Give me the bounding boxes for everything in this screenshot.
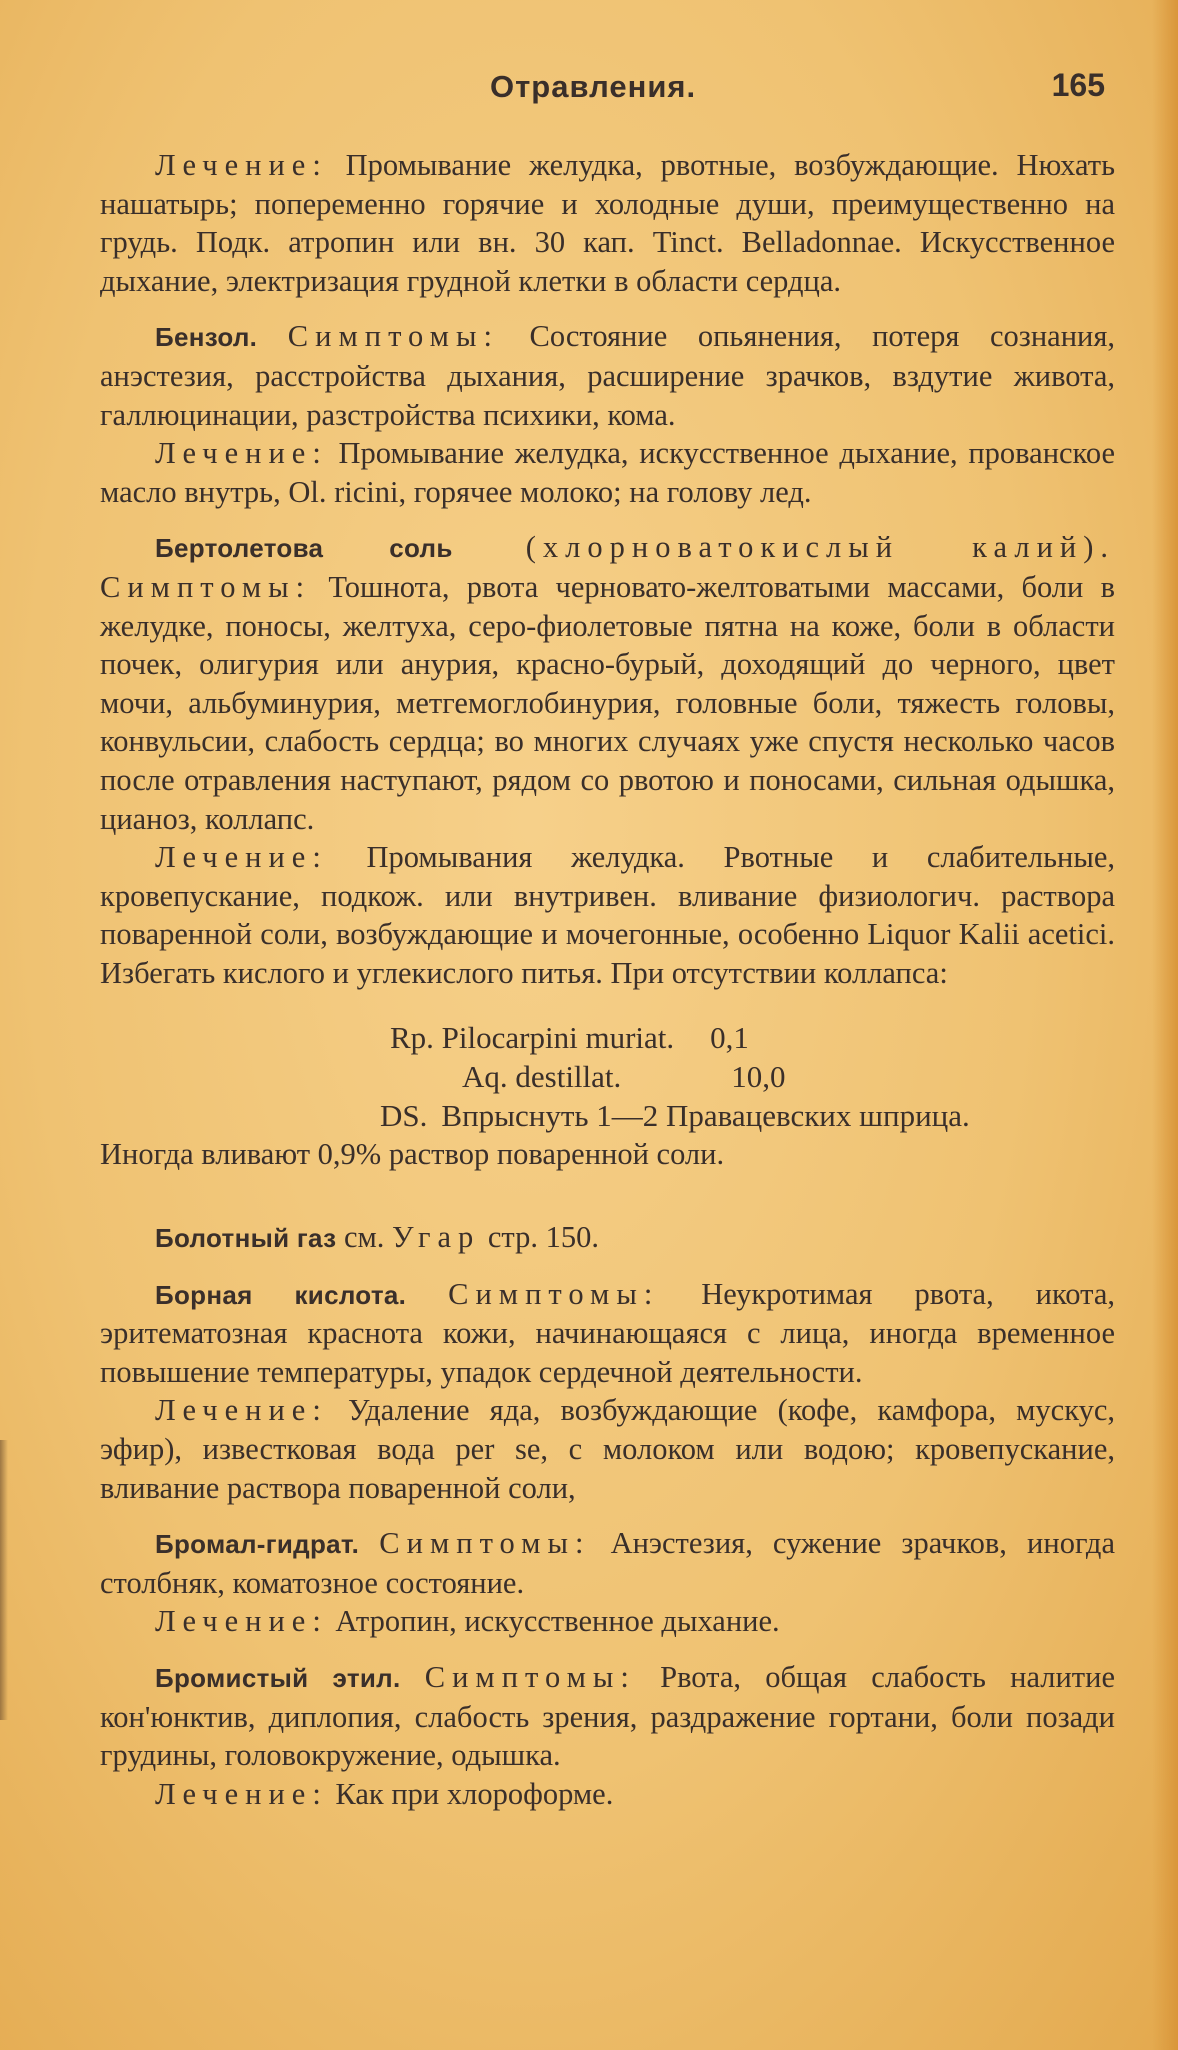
prescription-ingredient: Rp. Pilocarpini muriat. <box>390 1020 675 1056</box>
symptoms-text: Рвота, общая слабость налитие кон'юнктив, диплопия, слабость зрения, раздражение гортани, боли позади грудины, головокружение, одышка. <box>100 1660 1115 1773</box>
running-head <box>100 60 1115 112</box>
treatment-label: Лечение: <box>155 1604 328 1639</box>
entry-bromethyl-symptoms <box>100 1658 1115 1775</box>
entry-bromal-symptoms <box>100 1524 1115 1602</box>
entry-bertolet-symptoms <box>100 528 1115 838</box>
page-content <box>100 60 1115 1813</box>
entry-term-bertolet: Бертолетова соль <box>155 533 453 564</box>
entry-term-boric: Борная кислота. <box>155 1279 407 1310</box>
cross-ref-see: см. <box>336 1220 393 1255</box>
page-edge-shadow <box>1152 0 1178 2050</box>
prescription-line <box>100 1096 1115 1135</box>
page-number: 165 <box>1051 67 1105 103</box>
entry-bromethyl-treatment <box>100 1775 1115 1814</box>
symptoms-text: Тошнота, рвота черновато-желтоватыми массами, боли в желудке, поносы, желтуха, серо-фиолетовые пятна на коже, боли в области почек, олигурия или анурия, красно-бурый, доходящий до черного, цвет мочи, альбуминурия, метгемоглобинурия, головные боли, тяжесть головы, конвульсии, слабость сердца; во многих случаях уже спустя несколько часов после отравления наступают, рядом со рвотою и поносами, сильная одышка, цианоз, коллапс. <box>100 569 1115 836</box>
treatment-label: Лечение: <box>155 436 328 471</box>
entry-bertolet-treatment <box>100 838 1115 992</box>
symptoms-label: Симптомы: <box>424 1660 636 1694</box>
symptoms-text: Анэстезия, сужение зрачков, иногда столбняк, коматозное состояние. <box>100 1526 1115 1600</box>
prescription-line <box>100 1057 1115 1096</box>
treatment-label: Лечение: <box>155 1393 328 1428</box>
treatment-text: Промывание желудка, рвотные, возбуждающие. Нюхать нашатырь; попеременно горячие и холодные души, преимущественно на грудь. Подк. атропин или вн. 30 кап. Tinct. Belladonnae. Искусственное дыхание, электризация грудной клетки в области сердца. <box>100 148 1115 298</box>
entry-boric-symptoms <box>100 1275 1115 1392</box>
symptoms-label: Симптомы: <box>287 319 499 354</box>
symptoms-text: Состояние опьянения, потеря сознания, анэстезия, расстройства дыхания, расширение зрачков, вздутие живота, галлюцинации, разстройства психики, кома. <box>100 319 1115 432</box>
entry-boric-treatment <box>100 1391 1115 1507</box>
treatment-text: Как при хлороформе. <box>327 1776 614 1811</box>
prescription-instruction: Впрыснуть 1—2 Правацевских шприца. <box>441 1098 970 1134</box>
prescription-signa: DS. <box>380 1098 428 1134</box>
treatment-text: Атропин, искусственное дыхание. <box>327 1604 780 1639</box>
prescription-dose: 0,1 <box>710 1020 749 1056</box>
cross-ref-target: Угар <box>392 1220 481 1255</box>
treatment-text: Удаление яда, возбуждающие (кофе, камфора, мускус, эфир), известковая вода per se, с молоком или водою; кровепускание, вливание раствора поваренной соли, <box>100 1393 1115 1505</box>
treatment-text: Промывания желудка. Рвотные и слабительные, кровепускание, подкож. или внутривен. вливание физиологич. раствора поваренной соли, возбуждающие и мочегонные, особенно Liquor Kalii acetici. Избегать кислого и углекислого питья. При отсутствии коллапса: <box>100 840 1115 990</box>
prescription-dose: 10,0 <box>731 1059 786 1095</box>
entry-term-bromal: Бромал-гидрат. <box>155 1529 360 1560</box>
entry-term-boloty: Болотный газ <box>155 1223 337 1254</box>
entry-benzol-symptoms <box>100 317 1115 434</box>
treatment-label: Лечение: <box>155 840 328 875</box>
treatment-text: Промывание желудка, искусственное дыхание, прованское масло внутрь, Ol. ricini, горячее молоко; на голову лед. <box>100 436 1115 509</box>
symptoms-label: Симптомы: <box>100 569 312 604</box>
symptoms-label: Симптомы: <box>379 1526 591 1561</box>
cross-ref-page: стр. 150. <box>480 1220 599 1255</box>
symptoms-label: Симптомы: <box>448 1276 660 1311</box>
entry-benzol-treatment <box>100 434 1115 511</box>
entry-term-bromethyl: Бромистый этил. <box>155 1663 401 1693</box>
treatment-paragraph-prev <box>100 146 1115 300</box>
treatment-label: Лечение: <box>155 1776 328 1811</box>
prescription-line <box>100 1018 1115 1057</box>
binding-gutter <box>0 1440 8 1720</box>
treatment-label: Лечение: <box>155 148 328 182</box>
prescription-ingredient: Aq. destillat. <box>462 1059 622 1095</box>
entry-bromal-treatment <box>100 1602 1115 1641</box>
entry-alt-name: (хлорноватокислый калий). <box>452 530 1115 565</box>
running-head-title: Отравления. <box>490 69 697 104</box>
entry-term-benzol: Бензол. <box>155 322 258 353</box>
prescription-block <box>100 1018 1115 1135</box>
entry-boloty <box>100 1218 1115 1258</box>
symptoms-text: Неукротимая рвота, икота, эритематозная краснота кожи, начинающаяся с лица, иногда временное повышение температуры, упадок сердечной деятельности. <box>100 1276 1115 1389</box>
after-prescription-text: Иногда вливают 0,9% раствор поваренной соли. <box>100 1137 725 1172</box>
